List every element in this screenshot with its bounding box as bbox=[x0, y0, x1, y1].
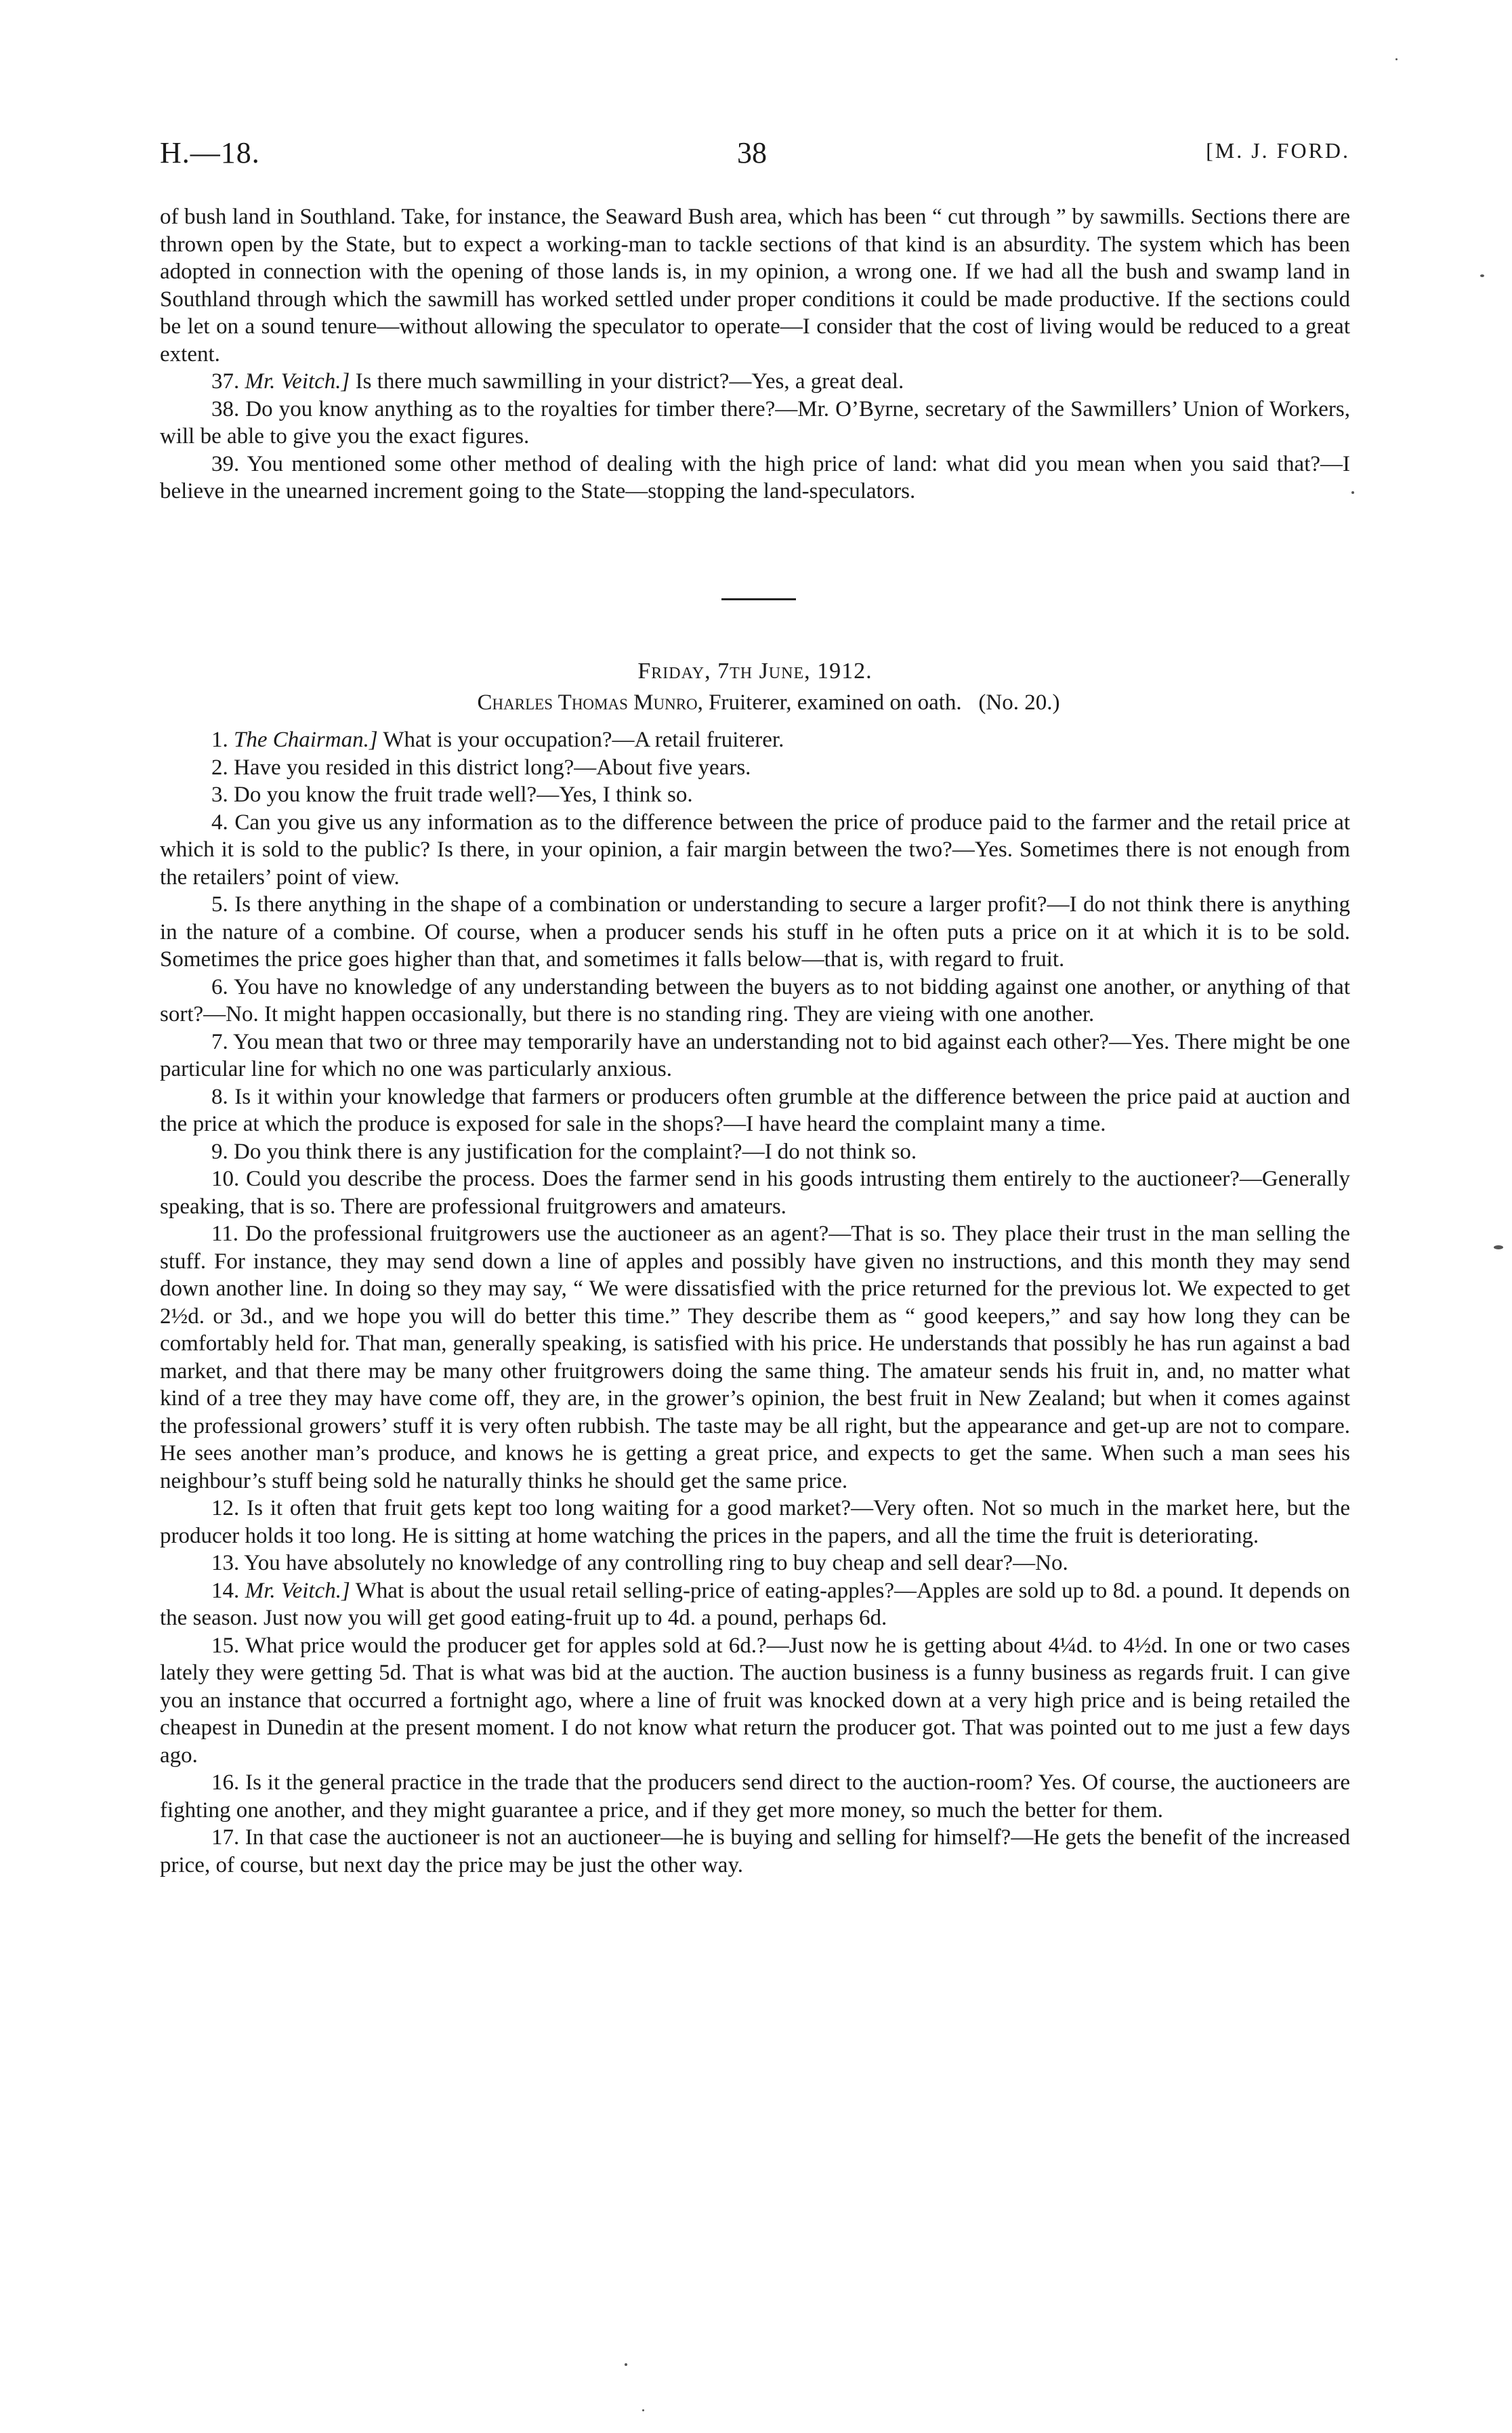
question-text: Do you think there is any justification for the complaint?—I do not think so. bbox=[234, 1139, 917, 1164]
question-number: 6. bbox=[211, 974, 228, 999]
question-number: 11. bbox=[211, 1222, 239, 1246]
question-text: What is about the usual retail selling-price of eating-apples?—Apples are sold up to 8d. a pound. It depends on the season. Just now you will get good eating-fruit up to 4d. a pound, perhaps 6d. bbox=[160, 1578, 1351, 1630]
question-text: Is there anything in the shape of a combination or understanding to secure a larger profit?—I do not think there is anything in the nature of a combine. Of course, when a producer sends his stuff in he often puts a price on it at which it is to be sold. Sometimes the price goes higher than that, and sometimes it falls below—that is, with regard to fruit. bbox=[160, 892, 1350, 972]
question-number: 7. bbox=[211, 1029, 228, 1054]
question-paragraph bbox=[160, 1769, 1350, 1824]
question-text: Is it the general practice in the trade that the producers send direct to the auction-room? Yes. Of course, the auctioneers are fighting one another, and they might guarantee a price, and if they get more money, so much the better for them. bbox=[160, 1770, 1350, 1823]
scan-speck bbox=[642, 2409, 644, 2411]
question-text: Is there much sawmilling in your district?—Yes, a great deal. bbox=[355, 369, 904, 394]
question-number: 16. bbox=[211, 1770, 240, 1795]
question-paragraph bbox=[160, 754, 1350, 782]
question-paragraph bbox=[160, 1138, 1350, 1166]
speaker-name: Mr. Veitch.] bbox=[245, 1578, 350, 1603]
question-number: 1. bbox=[211, 728, 228, 752]
question-number: 13. bbox=[211, 1551, 240, 1575]
speaker-name: The Chairman.] bbox=[234, 728, 378, 752]
question-number: 10. bbox=[211, 1167, 240, 1191]
scan-speck bbox=[625, 2363, 627, 2366]
question-text: Can you give us any information as to the difference between the price of produce paid to the farmer and the retail price at which it is sold to the public? Is there, in your opinion, a fair margin between the two?—Yes. Sometimes there is not enough from the retailers’ point of view. bbox=[160, 810, 1351, 890]
question-number: 3. bbox=[211, 783, 228, 807]
page-number: 38 bbox=[737, 136, 767, 169]
opening-paragraph: of bush land in Southland. Take, for instance, the Seaward Bush area, which has been “ cut through ” by sawmills. Sections there are thrown open by the State, but to expect a working-man to tackle sections of that kind is an absurdity. The system which has been adopted in connection with the opening of those lands is, in my opinion, a wrong one. If we had all the bush and swamp land in Southland through which the sawmill has worked settled under proper conditions it could be made productive. If the sections could be let on a sound tenure—without allowing the speculator to operate—I consider that the cost of living would be reduced to a great extent. bbox=[160, 205, 1350, 367]
question-text: In that case the auctioneer is not an auctioneer—he is buying and selling for himself?—He gets the benefit of the increased price, of course, but next day the price may be just the other way. bbox=[160, 1825, 1350, 1877]
witness-heading bbox=[160, 690, 1350, 715]
speaker-name: Mr. Veitch.] bbox=[245, 369, 350, 394]
report-code: H.—18. bbox=[160, 136, 260, 169]
page-header bbox=[160, 136, 1350, 176]
question-paragraph bbox=[160, 809, 1350, 892]
question-text: You have absolutely no knowledge of any controlling ring to buy cheap and sell dear?—No. bbox=[244, 1551, 1068, 1575]
running-head-witness: [M. J. FORD. bbox=[1206, 138, 1350, 163]
question-list-munro bbox=[160, 726, 1350, 1879]
question-paragraph bbox=[160, 1550, 1350, 1577]
question-text: Is it within your knowledge that farmers or producers often grumble at the difference between the price paid at auction and the price at which the produce is exposed for sale in the shops?—I have heard the complaint many a time. bbox=[160, 1084, 1351, 1136]
question-number: 2. bbox=[211, 755, 228, 780]
question-number: 8. bbox=[211, 1084, 228, 1109]
scan-speck bbox=[1494, 1245, 1503, 1249]
question-paragraph bbox=[160, 781, 1350, 809]
question-number: 17. bbox=[211, 1825, 240, 1850]
question-number: 12. bbox=[211, 1496, 240, 1520]
question-paragraph bbox=[160, 891, 1350, 974]
question-number: 14. bbox=[211, 1578, 240, 1603]
question-text: What price would the producer get for apples sold at 6d.?—Just now he is getting about 4¼d. to 4½d. In one or two cases lately they were getting 5d. That is what was bid at the auction. The auction business is a funny business as regards fruit. I can give you an instance that occurred a fortnight ago, where a line of fruit was knocked down at a very high price and is being retailed the cheapest in Dunedin at the present moment. I do not know what return the producer got. That was pointed out to me just a few days ago. bbox=[160, 1633, 1350, 1768]
question-number: 15. bbox=[211, 1633, 240, 1658]
question-text: Do the professional fruitgrowers use the auctioneer as an agent?—That is so. They place their trust in the man selling the stuff. For instance, they may send down a line of apples and possibly have given no instructions, and this month they may send down another line. In doing so they may say, “ We were dissatisfied with the price returned for the previous lot. We expected to get 2½d. or 3d., and we hope you will do better this time.” They describe them as “ good keepers,” and say how long they can be comfortably held for. That man, generally speaking, is satisfied with his price. He understands that possibly he has run against a bad market, and that there may be many other fruitgrowers doing the same thing. The amateur sends his fruit in, and, no matter what kind of a tree they may have come off, they are, in the grower’s opinion, the best fruit in New Zealand; but when it comes against the professional growers’ stuff it is very often rubbish. The taste may be all right, but the appearance and get-up are not to compare. He sees another man’s produce, and knows he is getting a great price, and expects to get the same. When such a man sees his neighbour’s stuff being sold he naturally thinks he should get the same price. bbox=[160, 1222, 1350, 1493]
question-text: Could you describe the process. Does the farmer send in his goods intrusting them entirely to the auctioneer?—Generally speaking, that is so. There are professional fruitgrowers and amateurs. bbox=[160, 1167, 1351, 1219]
question-text: Do you know anything as to the royalties for timber there?—Mr. O’Byrne, secretary of the Sawmillers’ Union of Workers, will be able to give you the exact figures. bbox=[160, 396, 1350, 449]
witness-number: (No. 20.) bbox=[978, 690, 1060, 715]
question-paragraph bbox=[160, 726, 1350, 754]
witness-name: Charles Thomas Munro bbox=[477, 690, 698, 715]
question-paragraph bbox=[160, 1220, 1350, 1495]
question-paragraph bbox=[160, 396, 1350, 451]
question-text: You mentioned some other method of dealing with the high price of land: what did you mean when you said that?—I believe in the unearned increment going to the State—stopping the land-speculators. bbox=[160, 451, 1350, 503]
question-paragraph bbox=[160, 1028, 1350, 1083]
question-paragraph bbox=[160, 974, 1350, 1028]
question-text: What is your occupation?—A retail fruiterer. bbox=[383, 728, 784, 752]
question-paragraph bbox=[160, 1632, 1350, 1770]
question-number: 37. bbox=[211, 369, 240, 394]
question-paragraph bbox=[160, 368, 1350, 396]
scan-speck bbox=[1351, 491, 1354, 494]
question-paragraph bbox=[160, 451, 1350, 505]
section-divider bbox=[721, 598, 796, 600]
question-number: 38. bbox=[211, 396, 240, 421]
scan-speck bbox=[1480, 274, 1484, 277]
question-text: You mean that two or three may temporarily have an understanding not to bid against each other?—Yes. There might be one particular line for which no one was particularly anxious. bbox=[160, 1029, 1350, 1081]
testimony-continued bbox=[160, 203, 1350, 505]
question-number: 5. bbox=[211, 892, 228, 917]
question-paragraph bbox=[160, 1824, 1350, 1879]
question-text: Have you resided in this district long?—About five years. bbox=[234, 755, 751, 780]
question-number: 4. bbox=[211, 810, 228, 835]
scan-speck bbox=[1395, 58, 1398, 60]
question-text: Do you know the fruit trade well?—Yes, I think so. bbox=[234, 783, 693, 807]
question-list-ford bbox=[160, 368, 1350, 505]
session-date: Friday, 7th June, 1912. bbox=[637, 659, 873, 684]
witness-description: , Fruiterer, examined on oath. bbox=[697, 690, 962, 715]
question-text: You have no knowledge of any understanding between the buyers as to not bidding against one another, or anything of that sort?—No. It might happen occasionally, but there is no standing ring. They are vieing with one another. bbox=[160, 974, 1351, 1026]
question-paragraph bbox=[160, 1495, 1350, 1550]
question-paragraph bbox=[160, 1165, 1350, 1220]
question-paragraph bbox=[160, 1083, 1350, 1138]
question-number: 9. bbox=[211, 1139, 228, 1164]
question-text: Is it often that fruit gets kept too long waiting for a good market?—Very often. Not so much in the market here, but the producer holds it too long. He is sitting at home watching the prices in the papers, and all the time the fruit is deteriorating. bbox=[160, 1496, 1351, 1548]
question-paragraph bbox=[160, 1577, 1350, 1632]
question-number: 39. bbox=[211, 451, 240, 476]
